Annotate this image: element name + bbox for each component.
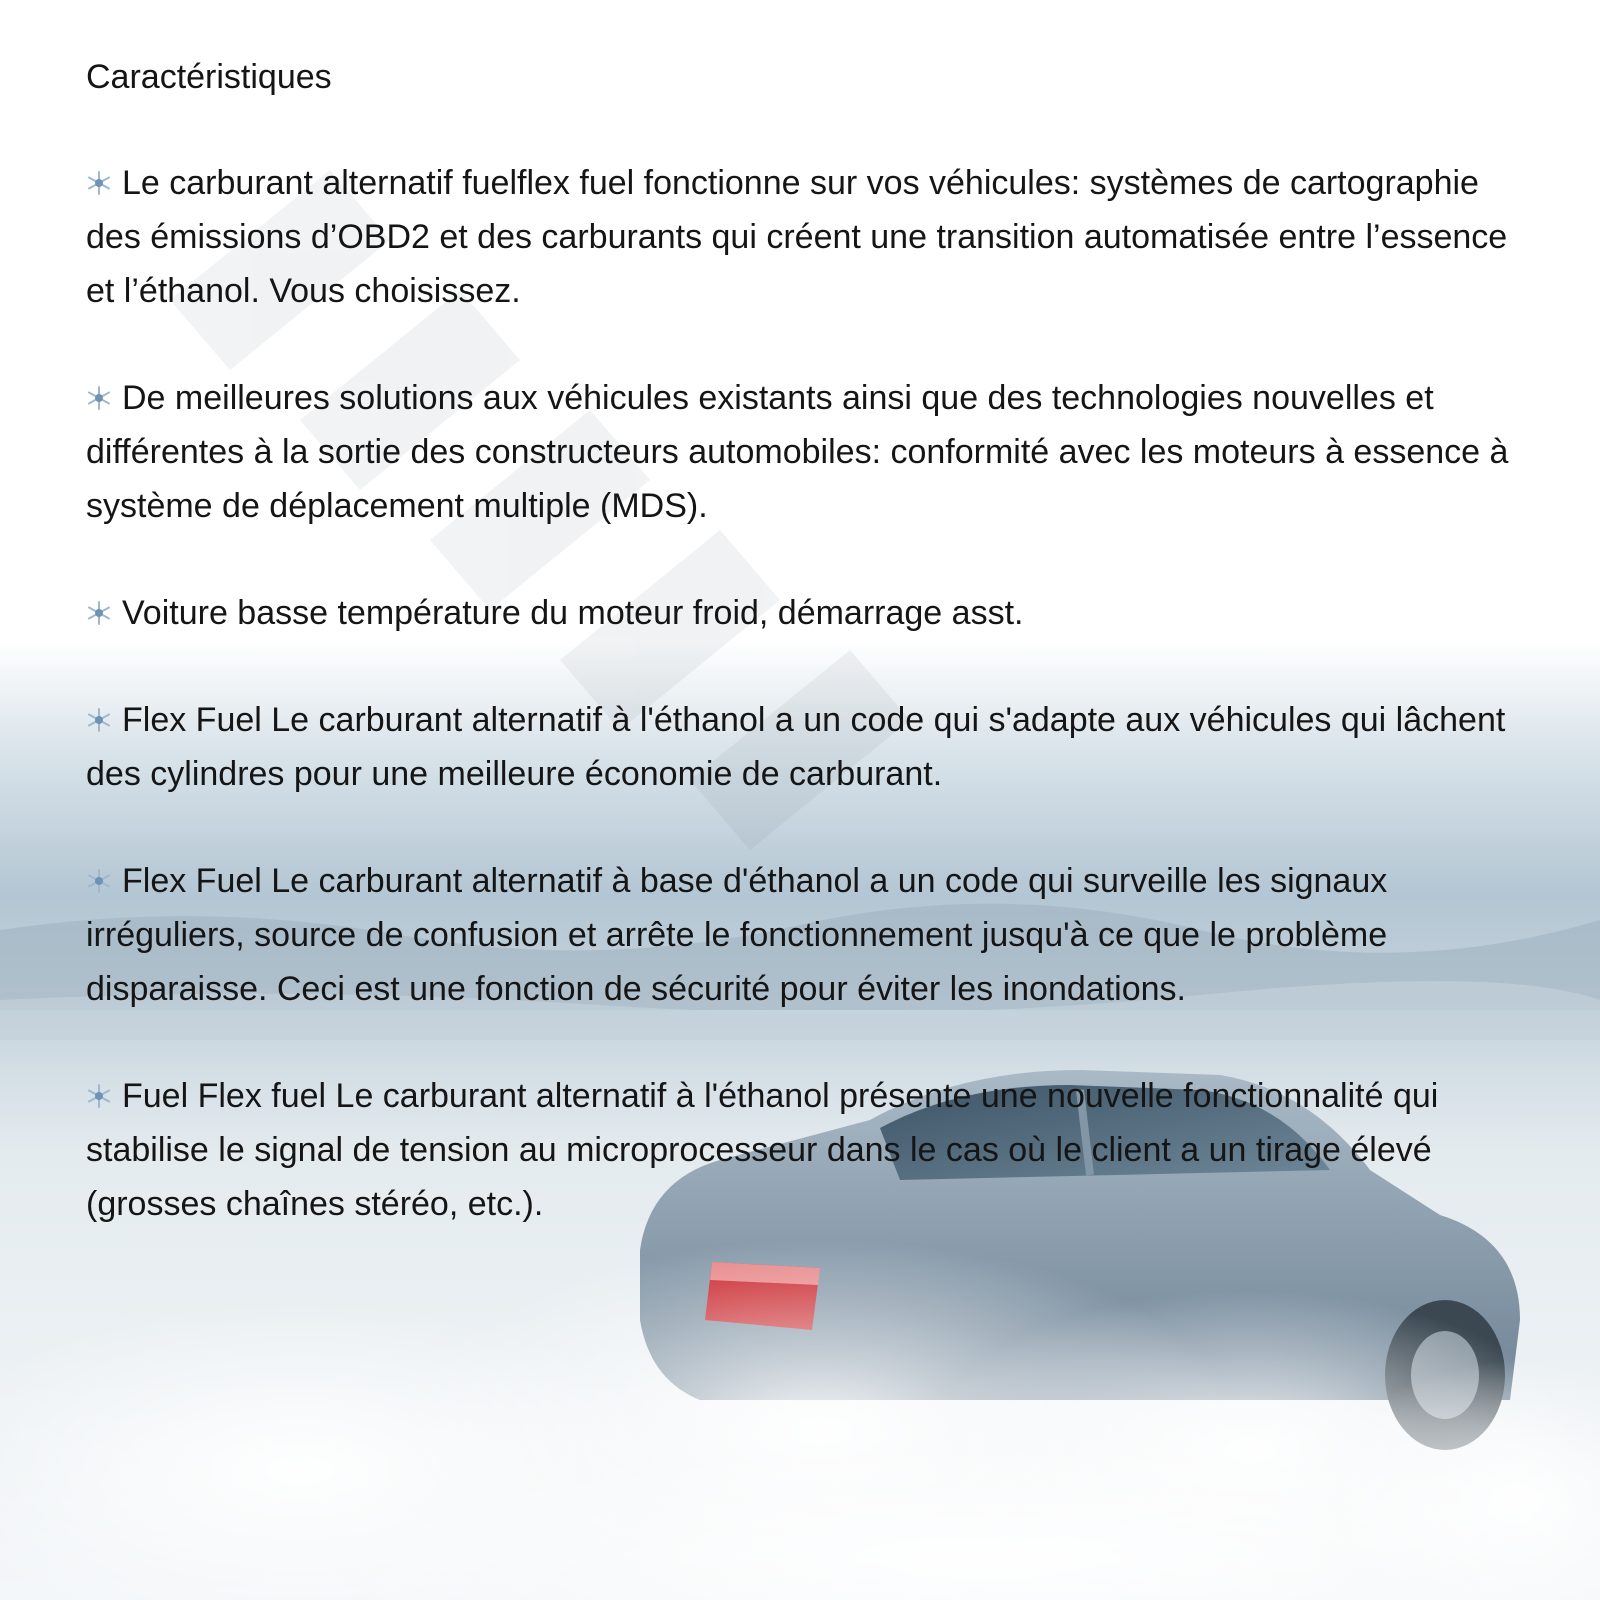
feature-item	[86, 1069, 1526, 1231]
snowflake-icon	[86, 1083, 112, 1109]
feature-text: Flex Fuel Le carburant alternatif à base d'éthanol a un code qui surveille les signaux irréguliers, source de confusion et arrête le fonctionnement jusqu'à ce que le problème disparaisse. Ceci est une fonction de sécurité pour éviter les inondations.	[86, 862, 1388, 1008]
feature-item	[86, 156, 1526, 318]
snowflake-icon	[86, 170, 112, 196]
feature-text: Voiture basse température du moteur froid, démarrage asst.	[122, 594, 1024, 632]
feature-item	[86, 693, 1526, 801]
snowflake-icon	[86, 707, 112, 733]
features-content	[86, 50, 1526, 1284]
feature-item	[86, 854, 1526, 1016]
snowflake-icon	[86, 385, 112, 411]
page-title: Caractéristiques	[86, 58, 332, 96]
feature-item	[86, 371, 1526, 533]
snowflake-icon	[86, 868, 112, 894]
feature-text: Le carburant alternatif fuelflex fuel fonctionne sur vos véhicules: systèmes de cartographie des émissions d’OBD2 et des carburants qui créent une transition automatisée entre l’essence et l’éthanol. Vous choisissez.	[86, 164, 1508, 310]
snowflake-icon	[86, 600, 112, 626]
feature-text: Flex Fuel Le carburant alternatif à l'éthanol a un code qui s'adapte aux véhicules qui lâchent des cylindres pour une meilleure économie de carburant.	[86, 701, 1506, 793]
feature-text: De meilleures solutions aux véhicules existants ainsi que des technologies nouvelles et différentes à la sortie des constructeurs automobiles: conformité avec les moteurs à essence à système de déplacement multiple (MDS).	[86, 379, 1509, 525]
feature-text: Fuel Flex fuel Le carburant alternatif à l'éthanol présente une nouvelle fonctionnalité qui stabilise le signal de tension au microprocesseur dans le cas où le client a un tirage élevé (grosses chaînes stéréo, etc.).	[86, 1077, 1439, 1223]
features-list	[86, 156, 1526, 1231]
feature-item	[86, 586, 1526, 640]
